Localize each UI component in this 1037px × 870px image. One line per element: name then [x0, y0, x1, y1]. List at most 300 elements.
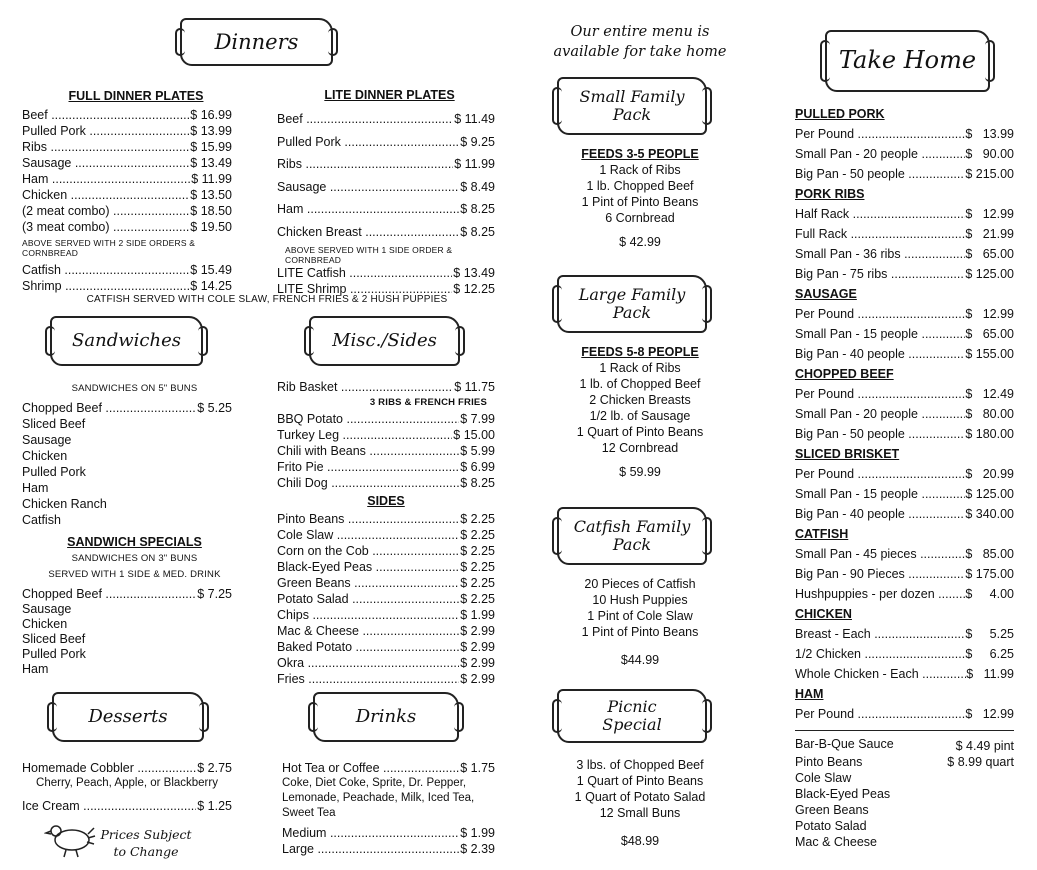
item-name: Chopped Beef .....: [22, 400, 196, 416]
item-price: $ 5.25: [965, 627, 1014, 641]
item-price: $ 13.99: [965, 127, 1014, 141]
take-home-row: [795, 624, 1014, 644]
take-home-row: [795, 204, 1014, 224]
item-price: $ 340.00: [965, 507, 1014, 521]
item-price: $ 9.25: [460, 134, 495, 149]
special-item: Sausage: [22, 602, 72, 616]
take-home-row: [795, 544, 1014, 564]
take-home-intro: [540, 22, 740, 62]
pack-item: 6 Cornbread: [605, 211, 675, 225]
item-price: $ 2.39: [460, 842, 495, 856]
drinks-list-line3: Sweet Tea: [282, 807, 336, 819]
take-home-row: [795, 224, 1014, 244]
item-name: Half Rack .....: [795, 204, 965, 224]
lite-dinner-header: LITE DINNER PLATES: [324, 88, 455, 102]
item-price: $ 14.25: [190, 279, 232, 293]
take-home-intro-line1: Our entire menu is: [570, 24, 710, 40]
item-name: Mac & Cheese .....: [277, 623, 459, 639]
drinks-banner: [313, 692, 459, 742]
menu-item-row: [22, 171, 232, 187]
item-price: $ 155.00: [965, 347, 1014, 361]
item-name: Chili with Beans .....: [277, 443, 459, 459]
item-price: $ 12.99: [965, 207, 1014, 221]
item-name: Big Pan - 50 people .....: [795, 424, 965, 444]
item-name: Chili Dog .....: [277, 475, 459, 491]
item-price: $ 16.99: [190, 108, 232, 122]
item-name: Rib Basket .....: [277, 379, 453, 395]
item-name: Chips .....: [277, 607, 459, 623]
menu-item-row: [22, 219, 232, 235]
item-name: (3 meat combo) .....: [22, 219, 189, 235]
item-name: LITE Shrimp .....: [277, 281, 452, 297]
take-home-side: Mac & Cheese: [795, 835, 877, 849]
take-home-side: Green Beans: [795, 803, 869, 817]
desserts-list: [22, 760, 232, 814]
item-name: Full Rack .....: [795, 224, 965, 244]
large-pack-banner: [557, 275, 707, 333]
menu-item-row: [277, 543, 495, 559]
pack-item: 1 Pint of Cole Slaw: [587, 609, 693, 623]
item-name: Pulled Pork .....: [22, 123, 189, 139]
menu-item-row: [277, 591, 495, 607]
sandwich-row: [22, 400, 232, 416]
take-home-row: [795, 264, 1014, 284]
item-price: $ 2.25: [460, 512, 495, 526]
catfish-pack-price: $44.99: [620, 653, 660, 667]
menu-item-row: [277, 559, 495, 575]
prices-note-line2: to Change: [113, 844, 179, 859]
pack-item: 12 Small Buns: [599, 806, 681, 820]
item-price: $ 5.99: [460, 444, 495, 458]
take-home-section-title: SLICED BRISKET: [795, 447, 900, 461]
menu-item-row: [22, 203, 232, 219]
item-price: $ 180.00: [965, 427, 1014, 441]
rib-note: 3 RIBS & FRENCH FRIES: [369, 397, 487, 408]
catfish-note: CATFISH SERVED WITH COLE SLAW, FRENCH FRIES & 2 HUSH PUPPIES: [86, 294, 448, 305]
take-home-row: [795, 304, 1014, 324]
item-price: $ 12.99: [965, 307, 1014, 321]
sandwich-item: Sausage: [22, 433, 72, 447]
pack-item: 1 Pint of Pinto Beans: [581, 625, 699, 639]
special-row: [22, 586, 232, 602]
drinks-list-line1: Coke, Diet Coke, Sprite, Dr. Pepper,: [282, 777, 467, 789]
drinks-title: Drinks: [355, 705, 417, 727]
sauce-price: $ 4.49 pint: [955, 739, 1014, 753]
small-pack-price: $ 42.99: [619, 235, 661, 249]
take-home-section-title: CATFISH: [795, 527, 849, 541]
item-name: Big Pan - 50 people .....: [795, 164, 965, 184]
pack-item: 1 Quart of Potato Salad: [574, 790, 706, 804]
take-home-row: [795, 164, 1014, 184]
take-home-section-title: PULLED PORK: [795, 107, 885, 121]
menu-item-row: [277, 623, 495, 639]
item-name: Ribs .....: [277, 153, 453, 176]
desserts-title: Desserts: [88, 705, 168, 727]
item-name: Ice Cream .....: [22, 798, 196, 814]
item-name: Small Pan - 45 pieces .....: [795, 544, 965, 564]
item-name: Okra .....: [277, 655, 459, 671]
item-name: Small Pan - 20 people .....: [795, 144, 965, 164]
item-name: Medium .....: [282, 825, 459, 841]
item-price: $ 8.25: [460, 224, 495, 239]
item-name: Black-Eyed Peas .....: [277, 559, 459, 575]
sandwiches-banner: [50, 316, 203, 366]
dessert-row: [22, 798, 232, 814]
menu-item-row: [277, 575, 495, 591]
item-price: $ 7.99: [460, 412, 495, 426]
large-pack-feeds: FEEDS 5-8 PEOPLE: [581, 345, 699, 359]
large-pack-details: [540, 344, 740, 480]
take-home-row: [795, 424, 1014, 444]
item-price: $ 1.75: [460, 761, 495, 775]
item-price: $ 1.99: [460, 826, 495, 840]
item-name: Catfish .....: [22, 262, 189, 278]
item-name: Pulled Pork .....: [277, 131, 459, 154]
item-price: $ 2.25: [460, 544, 495, 558]
menu-item-row: [277, 427, 495, 443]
item-price: $ 6.25: [965, 647, 1014, 661]
lite-dinner-list: [277, 108, 495, 297]
item-name: Chicken Breast .....: [277, 221, 459, 244]
sandwiches-note: SANDWICHES ON 5" BUNS: [71, 383, 198, 394]
item-price: $ 7.25: [197, 587, 232, 601]
large-pack-title-1: Large Family: [578, 284, 686, 304]
item-name: Homemade Cobbler .....: [22, 760, 196, 776]
sandwiches-list: [22, 400, 232, 528]
desserts-banner: [52, 692, 204, 742]
take-home-row: [795, 464, 1014, 484]
item-price: $ 6.99: [460, 460, 495, 474]
sandwich-item: Catfish: [22, 513, 61, 527]
menu-item-row: [22, 278, 232, 294]
full-dinner-header: FULL DINNER PLATES: [68, 89, 204, 103]
take-home-section-title: CHICKEN: [795, 607, 852, 621]
item-name: Big Pan - 75 ribs .....: [795, 264, 965, 284]
item-price: $ 12.25: [453, 282, 495, 296]
item-name: Chicken .....: [22, 187, 189, 203]
menu-item-row: [277, 265, 495, 281]
item-name: LITE Catfish .....: [277, 265, 452, 281]
item-name: Whole Chicken - Each .....: [795, 664, 966, 684]
item-name: Beef .....: [22, 107, 189, 123]
special-item: Sliced Beef: [22, 632, 86, 646]
item-price: $ 11.49: [454, 112, 495, 126]
item-name: Frito Pie .....: [277, 459, 459, 475]
small-pack-details: [540, 146, 740, 250]
sandwich-item: Pulled Pork: [22, 465, 86, 479]
item-price: $ 15.99: [190, 140, 232, 154]
item-name: (2 meat combo) .....: [22, 203, 189, 219]
take-home-section-title: CHOPPED BEEF: [795, 367, 894, 381]
item-price: $ 2.75: [197, 761, 232, 775]
sandwiches-title: Sandwiches: [72, 329, 181, 351]
item-name: Per Pound .....: [795, 464, 965, 484]
item-price: $ 11.99: [454, 157, 495, 171]
item-price: $ 65.00: [965, 327, 1014, 341]
item-name: Pinto Beans .....: [277, 511, 459, 527]
menu-item-row: [22, 262, 232, 278]
special-item: Chicken: [22, 617, 68, 631]
menu-item-row: [277, 607, 495, 623]
take-home-row: [795, 124, 1014, 144]
picnic-banner: [557, 689, 707, 743]
item-name: Hushpuppies - per dozen .....: [795, 584, 965, 604]
item-name: Per Pound .....: [795, 124, 965, 144]
item-name: Hot Tea or Coffee .....: [282, 760, 459, 776]
take-home-side: Potato Salad: [795, 819, 867, 833]
pack-item: 1 Rack of Ribs: [599, 163, 681, 177]
take-home-row: [795, 344, 1014, 364]
take-home-title: Take Home: [838, 46, 977, 75]
item-price: $ 12.49: [965, 387, 1014, 401]
menu-item-row: [277, 176, 495, 199]
item-name: Small Pan - 20 people .....: [795, 404, 965, 424]
sandwich-item: Ham: [22, 481, 49, 495]
item-name: Potato Salad .....: [277, 591, 459, 607]
prices-note-line1: Prices Subject: [100, 827, 192, 842]
item-name: 1/2 Chicken .....: [795, 644, 965, 664]
item-name: Cole Slaw .....: [277, 527, 459, 543]
take-home-list: [795, 104, 1014, 724]
item-name: Large .....: [282, 841, 459, 857]
take-home-row: [795, 664, 1014, 684]
item-price: $ 2.99: [460, 672, 495, 686]
item-price: $ 1.99: [460, 608, 495, 622]
item-price: $ 8.25: [460, 202, 495, 216]
item-price: $ 8.25: [460, 476, 495, 490]
item-price: $ 11.75: [454, 380, 495, 394]
take-home-extras: [795, 736, 1014, 850]
pack-item: 1 Pint of Pinto Beans: [581, 195, 699, 209]
misc-banner: [309, 316, 460, 366]
item-name: Big Pan - 90 Pieces .....: [795, 564, 965, 584]
special-item: Ham: [22, 662, 49, 676]
specials-note-1: SANDWICHES ON 3" BUNS: [71, 553, 198, 564]
drink-row: [282, 841, 495, 857]
menu-item-row: [22, 139, 232, 155]
sandwich-item: Chicken: [22, 449, 68, 463]
take-home-row: [795, 484, 1014, 504]
sides-header: SIDES: [367, 494, 405, 508]
item-price: $ 2.25: [460, 560, 495, 574]
item-price: $ 80.00: [965, 407, 1014, 421]
item-name: Ribs .....: [22, 139, 189, 155]
item-price: $ 2.99: [460, 624, 495, 638]
menu-item-row: [277, 411, 495, 427]
prices-note: [100, 826, 192, 860]
take-home-row: [795, 704, 1014, 724]
sandwich-item: Sliced Beef: [22, 417, 86, 431]
lite-dinner-note: ABOVE SERVED WITH 1 SIDE ORDER & CORNBREAD: [285, 245, 453, 265]
item-name: Chopped Beef .....: [22, 586, 196, 602]
picnic-price: $48.99: [620, 834, 660, 848]
menu-item-row: [277, 131, 495, 154]
special-item: Pulled Pork: [22, 647, 86, 661]
picnic-title-2: Special: [602, 715, 662, 734]
misc-row: [277, 379, 495, 395]
take-home-row: [795, 504, 1014, 524]
item-price: $ 13.50: [190, 188, 232, 202]
catfish-pack-title-2: Pack: [612, 535, 652, 554]
take-home-intro-line2: available for take home: [553, 44, 727, 60]
item-price: $ 2.99: [460, 656, 495, 670]
item-price: $ 90.00: [965, 147, 1014, 161]
misc-title: Misc./Sides: [332, 329, 437, 351]
small-pack-title-2: Pack: [612, 105, 652, 124]
item-name: Per Pound .....: [795, 304, 965, 324]
beans-name: Pinto Beans: [795, 755, 863, 769]
drink-row: [282, 760, 495, 776]
item-price: $ 4.00: [965, 587, 1014, 601]
sandwich-item: Chicken Ranch: [22, 497, 107, 511]
item-name: Small Pan - 15 people .....: [795, 484, 965, 504]
item-price: $ 1.25: [197, 799, 232, 813]
pack-item: 20 Pieces of Catfish: [584, 577, 696, 591]
item-name: Big Pan - 40 people .....: [795, 504, 965, 524]
take-home-row: [795, 244, 1014, 264]
item-name: Sausage .....: [277, 176, 459, 199]
small-pack-banner: [557, 77, 707, 135]
menu-item-row: [277, 511, 495, 527]
item-price: $ 2.25: [460, 576, 495, 590]
specials-list: [22, 586, 232, 677]
dessert-row: [22, 760, 232, 776]
full-dinner-list: [22, 107, 232, 294]
take-home-row: [795, 144, 1014, 164]
pack-item: 1 Quart of Pinto Beans: [576, 425, 704, 439]
pack-item: 10 Hush Puppies: [592, 593, 688, 607]
menu-item-row: [277, 443, 495, 459]
item-name: Sausage .....: [22, 155, 189, 171]
menu-item-row: [277, 108, 495, 131]
chicken-drawing: [44, 820, 96, 858]
item-name: Ham .....: [277, 198, 459, 221]
drinks-list-line2: Lemonade, Peachade, Milk, Iced Tea,: [282, 792, 475, 804]
menu-item-row: [22, 123, 232, 139]
take-home-row: [795, 564, 1014, 584]
item-name: Ham .....: [22, 171, 190, 187]
catfish-pack-banner: [557, 507, 707, 565]
pack-item: 1/2 lb. of Sausage: [589, 409, 691, 423]
item-name: Small Pan - 15 people .....: [795, 324, 965, 344]
item-name: Corn on the Cob .....: [277, 543, 459, 559]
misc-list: [277, 379, 495, 687]
item-name: Shrimp .....: [22, 278, 189, 294]
small-pack-title-1: Small Family: [579, 86, 685, 106]
take-home-section-title: HAM: [795, 687, 824, 701]
item-name: Beef .....: [277, 108, 453, 131]
item-name: Breast - Each .....: [795, 624, 965, 644]
item-price: $ 19.50: [190, 220, 232, 234]
item-price: $ 13.99: [190, 124, 232, 138]
take-home-row: [795, 584, 1014, 604]
menu-item-row: [277, 639, 495, 655]
drinks-list: [282, 760, 495, 857]
sauce-name: Bar-B-Que Sauce: [795, 737, 894, 751]
item-price: $ 125.00: [965, 267, 1014, 281]
item-price: $ 65.00: [965, 247, 1014, 261]
item-price: $ 85.00: [965, 547, 1014, 561]
menu-item-row: [277, 153, 495, 176]
take-home-section-title: PORK RIBS: [795, 187, 865, 201]
item-price: $ 15.49: [190, 263, 232, 277]
dinners-banner: [180, 18, 333, 66]
item-price: $ 2.25: [460, 592, 495, 606]
menu-item-row: [277, 475, 495, 491]
pack-item: 1 lb. of Chopped Beef: [579, 377, 701, 391]
menu-item-row: [277, 655, 495, 671]
pack-item: 1 lb. Chopped Beef: [586, 179, 694, 193]
pack-item: 1 Rack of Ribs: [599, 361, 681, 375]
menu-item-row: [277, 671, 495, 687]
take-home-side: Black-Eyed Peas: [795, 787, 891, 801]
item-price: $ 13.49: [453, 266, 495, 280]
large-pack-price: $ 59.99: [619, 465, 661, 479]
dinners-title: Dinners: [214, 29, 299, 54]
item-price: $ 215.00: [965, 167, 1014, 181]
beans-price: $ 8.99 quart: [947, 755, 1014, 769]
picnic-details: [540, 757, 740, 849]
menu-item-row: [22, 155, 232, 171]
menu-item-row: [277, 527, 495, 543]
item-price: $ 21.99: [965, 227, 1014, 241]
take-home-row: [795, 404, 1014, 424]
item-name: Baked Potato .....: [277, 639, 459, 655]
sandwich-specials-header: SANDWICH SPECIALS: [67, 535, 202, 549]
item-price: $ 11.99: [966, 667, 1014, 681]
item-name: Turkey Leg .....: [277, 427, 452, 443]
take-home-row: [795, 644, 1014, 664]
drink-row: [282, 825, 495, 841]
item-price: $ 20.99: [965, 467, 1014, 481]
item-name: Big Pan - 40 people .....: [795, 344, 965, 364]
pack-item: 1 Quart of Pinto Beans: [576, 774, 704, 788]
menu-item-row: [277, 198, 495, 221]
pack-item: 2 Chicken Breasts: [589, 393, 691, 407]
item-price: $ 11.99: [191, 172, 232, 186]
item-price: $ 18.50: [190, 204, 232, 218]
item-name: Fries .....: [277, 671, 459, 687]
menu-item-row: [277, 221, 495, 244]
item-name: Green Beans .....: [277, 575, 459, 591]
pack-item: 12 Cornbread: [601, 441, 679, 455]
full-dinner-note: ABOVE SERVED WITH 2 SIDE ORDERS & CORNBREAD: [22, 238, 196, 258]
catfish-pack-title-1: Catfish Family: [573, 516, 691, 536]
item-price: $ 5.25: [197, 401, 232, 415]
item-price: $ 15.00: [453, 428, 495, 442]
item-price: $ 12.99: [965, 707, 1014, 721]
take-home-side: Cole Slaw: [795, 771, 852, 785]
take-home-divider: [795, 730, 1014, 731]
pack-item: 3 lbs. of Chopped Beef: [576, 758, 704, 772]
menu-item-row: [277, 459, 495, 475]
large-pack-title-2: Pack: [612, 303, 652, 322]
item-name: Small Pan - 36 ribs .....: [795, 244, 965, 264]
item-price: $ 13.49: [190, 156, 232, 170]
take-home-row: [795, 324, 1014, 344]
cobbler-note: Cherry, Peach, Apple, or Blackberry: [36, 777, 218, 789]
item-price: $ 175.00: [965, 567, 1014, 581]
menu-item-row: [22, 107, 232, 123]
item-price: $ 2.25: [460, 528, 495, 542]
picnic-title-1: Picnic: [607, 696, 657, 716]
specials-note-2: SERVED WITH 1 SIDE & MED. DRINK: [48, 569, 221, 580]
take-home-row: [795, 384, 1014, 404]
item-name: BBQ Potato .....: [277, 411, 459, 427]
item-price: $ 8.49: [460, 179, 495, 194]
catfish-pack-details: [540, 576, 740, 668]
take-home-section-title: SAUSAGE: [795, 287, 857, 301]
